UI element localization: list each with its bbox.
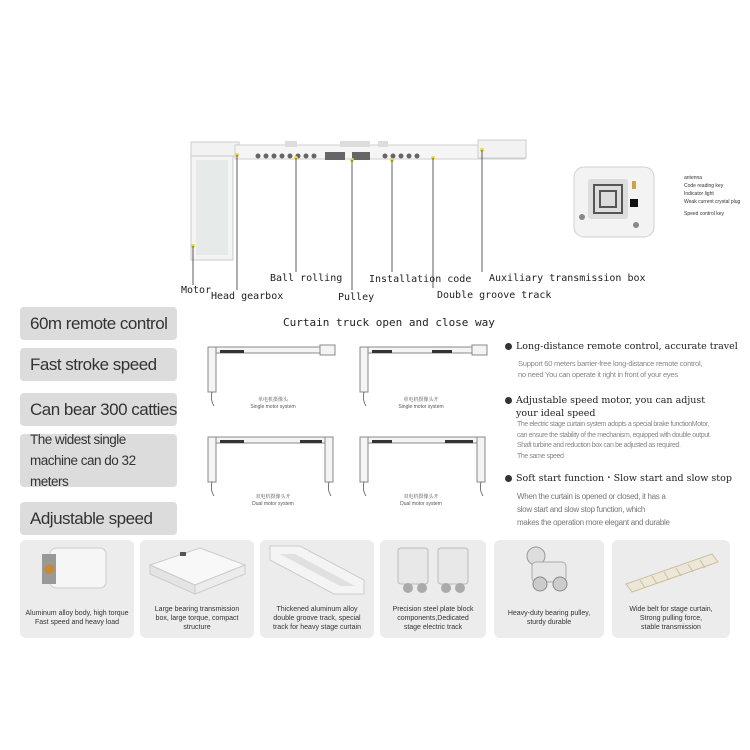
transmission-box-icon: [140, 540, 254, 598]
component-caption-belt: Wide belt for stage curtain, Strong pulling force, stable transmission: [612, 598, 730, 638]
system-caption-2: 单电机摄像头开 Single motor system: [398, 397, 444, 410]
callout-pulley: Pulley: [338, 292, 375, 303]
feature-badge-widest-machine: The widest single machine can do 32 meters: [20, 434, 177, 487]
feature-badge-bear-weight: Can bear 300 catties: [20, 393, 177, 426]
system-caption-4: 双电机摄像头开 Dual motor system: [400, 494, 442, 507]
steel-plate-block-icon: [380, 540, 486, 598]
callout-installation-code: Installation code: [369, 274, 472, 285]
detail-desc-adjustable-speed: The electric stage curtain system adopts a special brake functionMotor, can ensure the stability of the mechanism, equipped with double output Shaft turbine and reduction box can be adjusted as required. The same speed: [517, 421, 710, 460]
remote-label-speed-control-key: Speed control key: [684, 211, 725, 217]
component-caption-transmission: Large bearing transmission box, large torque, compact structure: [140, 598, 254, 638]
feature-badge-stroke-speed: Fast stroke speed: [20, 348, 177, 381]
detail-title-long-distance: Long-distance remote control, accurate travel: [505, 340, 738, 353]
remote-label-code-reading-key: Code reading key: [684, 183, 724, 189]
wide-belt-icon: [612, 540, 730, 598]
section-title: Curtain truck open and close way: [283, 316, 495, 329]
motor-unit-icon: [20, 540, 134, 598]
detail-desc-long-distance: Support 60 meters barrier-free long-distance remote control, no need You can operate it right in front of your eyes: [518, 359, 703, 379]
callout-ball-rolling: Ball rolling: [270, 273, 343, 284]
component-card-pulley: [494, 540, 604, 598]
component-caption-pulley: Heavy-duty bearing pulley, sturdy durable: [494, 598, 604, 638]
component-caption-motor: Aluminum alloy body, high torque Fast speed and heavy load: [20, 598, 134, 638]
component-caption-steel-plate: Precision steel plate block components,Dedicated stage electric track: [380, 598, 486, 638]
component-caption-track: Thickened aluminum alloy double groove track, special track for heavy stage curtain: [260, 598, 374, 638]
track-diagram: [0, 0, 750, 310]
callout-head-gearbox: Head gearbox: [211, 291, 284, 302]
bearing-pulley-icon: [494, 540, 604, 598]
component-card-transmission: [140, 540, 254, 598]
callout-motor: Motor: [181, 285, 212, 296]
detail-title-soft-start: Soft start function・Slow start and slow stop: [505, 472, 732, 485]
control-box-image: [572, 165, 657, 240]
system-caption-1: 单电机摄像头 Single motor system: [250, 397, 296, 410]
callout-double-groove-track: Double groove track: [437, 290, 552, 301]
feature-badge-remote-control: 60m remote control: [20, 307, 177, 340]
system-caption-3: 双电机摄像头开 Dual motor system: [252, 494, 294, 507]
detail-desc-soft-start: When the curtain is opened or closed, it has a slow start and slow stop function, which makes the operation more elegant and durable: [517, 492, 670, 527]
remote-label-indicator-light: Indicator light: [684, 191, 714, 197]
component-card-belt: [612, 540, 730, 598]
component-card-motor: [20, 540, 134, 598]
motor-systems-diagram: [200, 335, 500, 515]
remote-label-antenna: antenna: [684, 175, 703, 181]
component-card-track: [260, 540, 374, 598]
track-profile-icon: [260, 540, 374, 598]
callout-auxiliary-transmission-box: Auxiliary transmission box: [489, 273, 646, 284]
remote-label-crystal-plug: Weak current crystal plug: [684, 199, 741, 205]
detail-title-adjustable-speed: Adjustable speed motor, you can adjust your ideal speed: [505, 394, 705, 420]
feature-badge-adjustable-speed: Adjustable speed: [20, 502, 177, 535]
component-card-steel-plate: [380, 540, 486, 598]
